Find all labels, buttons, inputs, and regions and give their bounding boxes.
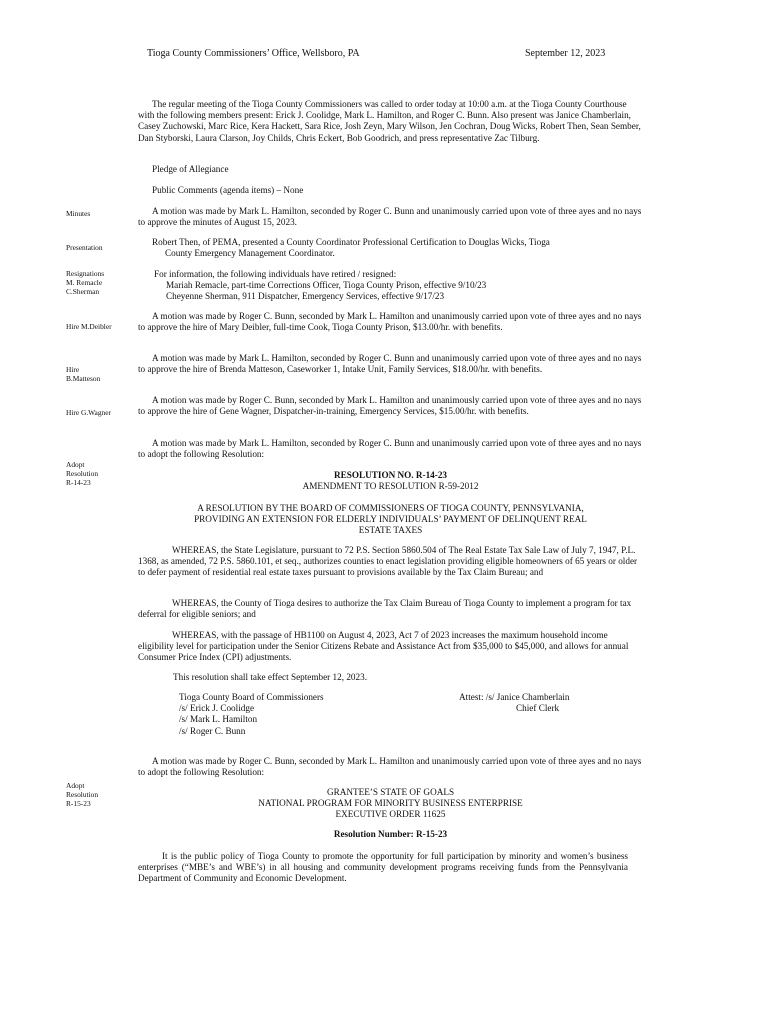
- attest-line: Attest: /s/ Janice Chamberlain: [459, 692, 570, 702]
- margin-note-minutes: Minutes: [66, 209, 91, 218]
- margin-note-resolution-14: [66, 460, 98, 488]
- resolution-15-title-line-3: EXECUTIVE ORDER 11625: [335, 809, 446, 820]
- board-name: Tioga County Board of Commissioners: [179, 692, 324, 702]
- margin-note-resignations: [66, 269, 104, 297]
- whereas-paragraph-3: WHEREAS, with the passage of HB1100 on August 4, 2023, Act 7 of 2023 increases the maximum household income eligibility level for participation under the Senior Citizens Rebate and Assistance Act from $35,000 to $45,000, and allows for annual Consumer Price Index (CPI) adjustments.: [138, 630, 629, 663]
- margin-resignations-line-1: Resignations: [66, 269, 105, 278]
- chief-clerk-line: Chief Clerk: [516, 703, 560, 714]
- margin-r15-line-2: Resolution: [66, 790, 99, 800]
- resolution-14-effective: This resolution shall take effect September 12, 2023.: [173, 672, 367, 682]
- margin-r14-line-3: R-14-23: [66, 478, 91, 488]
- hire-wagner-motion: A motion was made by Roger C. Bunn, seconded by Mark L. Hamilton and unanimously carried upon vote of three ayes and no nays to approve the hire of Gene Wagner, Dispatcher-in-training, Emergency Services, $15.00/hr. with benefits.: [138, 395, 642, 417]
- presentation-line-1: Robert Then, of PEMA, presented a County Coordinator Professional Certification to Douglas Wicks, Tioga: [152, 237, 550, 247]
- resignations-text: [154, 269, 486, 303]
- resolution-15-motion: A motion was made by Roger C. Bunn, seconded by Mark L. Hamilton and unanimously carried upon vote of three ayes and no nays to adopt the following Resolution:: [138, 756, 642, 778]
- signature-block: [179, 692, 324, 737]
- margin-matteson-line-2: B.Matteson: [66, 374, 101, 384]
- margin-note-resolution-15: [66, 781, 98, 809]
- presentation-line-2: County Emergency Management Coordinator.: [165, 248, 335, 259]
- header-date: September 12, 2023: [525, 48, 606, 59]
- margin-note-hire-wagner: Hire G.Wagner: [66, 408, 111, 417]
- resolution-15-title-line-2: NATIONAL PROGRAM FOR MINORITY BUSINESS ENTERPRISE: [258, 798, 523, 809]
- resolution-15-policy: It is the public policy of Tioga County to promote the opportunity for full participation by minority and women’s business enterprises (“MBE’s and WBE’s) in all housing and community development programs receiving funds from the Pennsylvania Department of Community and Economic Development.: [138, 851, 628, 884]
- resolution-14-amendment: AMENDMENT TO RESOLUTION R-59-2012: [302, 481, 479, 491]
- resolution-15-number: Resolution Number: R-15-23: [333, 829, 448, 839]
- margin-matteson-line-1: Hire: [66, 365, 80, 374]
- resignations-intro: For information, the following individuals have retired / resigned:: [154, 269, 397, 279]
- whereas-paragraph-1: WHEREAS, the State Legislature, pursuant to 72 P.S. Section 5860.504 of The Real Estate Tax Sale Law of July 7, 1947, P.L. 1368, as amended, 72 P.S. 5860.101, et seq., authorizes counties to enact legislation providing eligible homeowners of 65 years or older to defer payment of residential real estate taxes pursuant to provisions available by the Tax Claim Bureau; and: [138, 545, 638, 578]
- minutes-motion: A motion was made by Mark L. Hamilton, seconded by Roger C. Bunn and unanimously carried upon vote of three ayes and no nays to approve the minutes of August 15, 2023.: [138, 206, 642, 228]
- public-comments-line: Public Comments (agenda items) – None: [152, 185, 304, 195]
- resolution-14-number: RESOLUTION NO. R-14-23: [333, 470, 448, 480]
- margin-r14-line-2: Resolution: [66, 469, 99, 479]
- presentation-text: [152, 237, 550, 259]
- hire-matteson-motion: A motion was made by Mark L. Hamilton, seconded by Roger C. Bunn and unanimously carried upon vote of three ayes and no nays to approve the hire of Brenda Matteson, Caseworker 1, Intake Unit, Family Services, $18.00/hr. with benefits.: [138, 353, 642, 375]
- resolution-15-title: [138, 787, 643, 821]
- margin-note-presentation: Presentation: [66, 243, 103, 252]
- margin-note-hire-deibler: Hire M.Deibler: [66, 322, 112, 331]
- margin-resignations-line-2: M. Remacle: [66, 278, 103, 288]
- resolution-14-title-line-2: PROVIDING AN EXTENSION FOR ELDERLY INDIVIDUALS’ PAYMENT OF DELINQUENT REAL: [194, 514, 587, 525]
- whereas-paragraph-2: WHEREAS, the County of Tioga desires to authorize the Tax Claim Bureau of Tioga County to implement a program for tax deferral for eligible seniors; and: [138, 598, 632, 620]
- margin-r15-line-3: R-15-23: [66, 799, 91, 809]
- resolution-14-title: [138, 503, 643, 537]
- resignation-remacle: Mariah Remacle, part-time Corrections Officer, Tioga County Prison, effective 9/10/23: [166, 280, 487, 291]
- resignation-sherman: Cheyenne Sherman, 911 Dispatcher, Emergency Services, effective 9/17/23: [166, 291, 445, 302]
- margin-resignations-line-3: C.Sherman: [66, 287, 100, 297]
- margin-r14-line-1: Adopt: [66, 460, 85, 469]
- resolution-14-title-line-3: ESTATE TAXES: [358, 525, 423, 536]
- margin-note-hire-matteson: [66, 365, 100, 383]
- resolution-15-title-line-1: GRANTEE’S STATE OF GOALS: [326, 787, 455, 797]
- resolution-14-motion: A motion was made by Mark L. Hamilton, seconded by Roger C. Bunn and unanimously carried upon vote of three ayes and no nays to adopt the following Resolution:: [138, 438, 642, 460]
- margin-r15-line-1: Adopt: [66, 781, 85, 790]
- signature-bunn: /s/ Roger C. Bunn: [179, 725, 246, 736]
- intro-paragraph: The regular meeting of the Tioga County Commissioners was called to order today at 10:00 a.m. at the Tioga County Courthouse with the following members present: Erick J. Coolidge, Mark L. Hamilton, and Roger C. Bunn. Also present was Janice Chamberlain, Casey Zuchowski, Marc Rice, Kera Hackett, Sara Rice, Josh Zeyn, Mary Wilson, Jen Cochran, Doug Wicks, Robert Then, Sean Sember, Dan Styborski, Laura Clarson, Joy Childs, Chris Eckert, Bob Goodrich, and press representative Zac Tilburg.: [138, 99, 641, 143]
- resolution-14-title-line-1: A RESOLUTION BY THE BOARD OF COMMISSIONERS OF TIOGA COUNTY, PENNSYLVANIA,: [197, 503, 584, 513]
- attest-block: [459, 692, 569, 714]
- pledge-line: Pledge of Allegiance: [152, 164, 229, 174]
- signature-coolidge: /s/ Erick J. Coolidge: [179, 703, 255, 714]
- header-office: Tioga County Commissioners’ Office, Wellsboro, PA: [147, 48, 360, 59]
- hire-deibler-motion: A motion was made by Roger C. Bunn, seconded by Mark L. Hamilton and unanimously carried upon vote of three ayes and no nays to approve the hire of Mary Deibler, full-time Cook, Tioga County Prison, $13.00/hr. with benefits.: [138, 311, 642, 333]
- signature-hamilton: /s/ Mark L. Hamilton: [179, 714, 258, 725]
